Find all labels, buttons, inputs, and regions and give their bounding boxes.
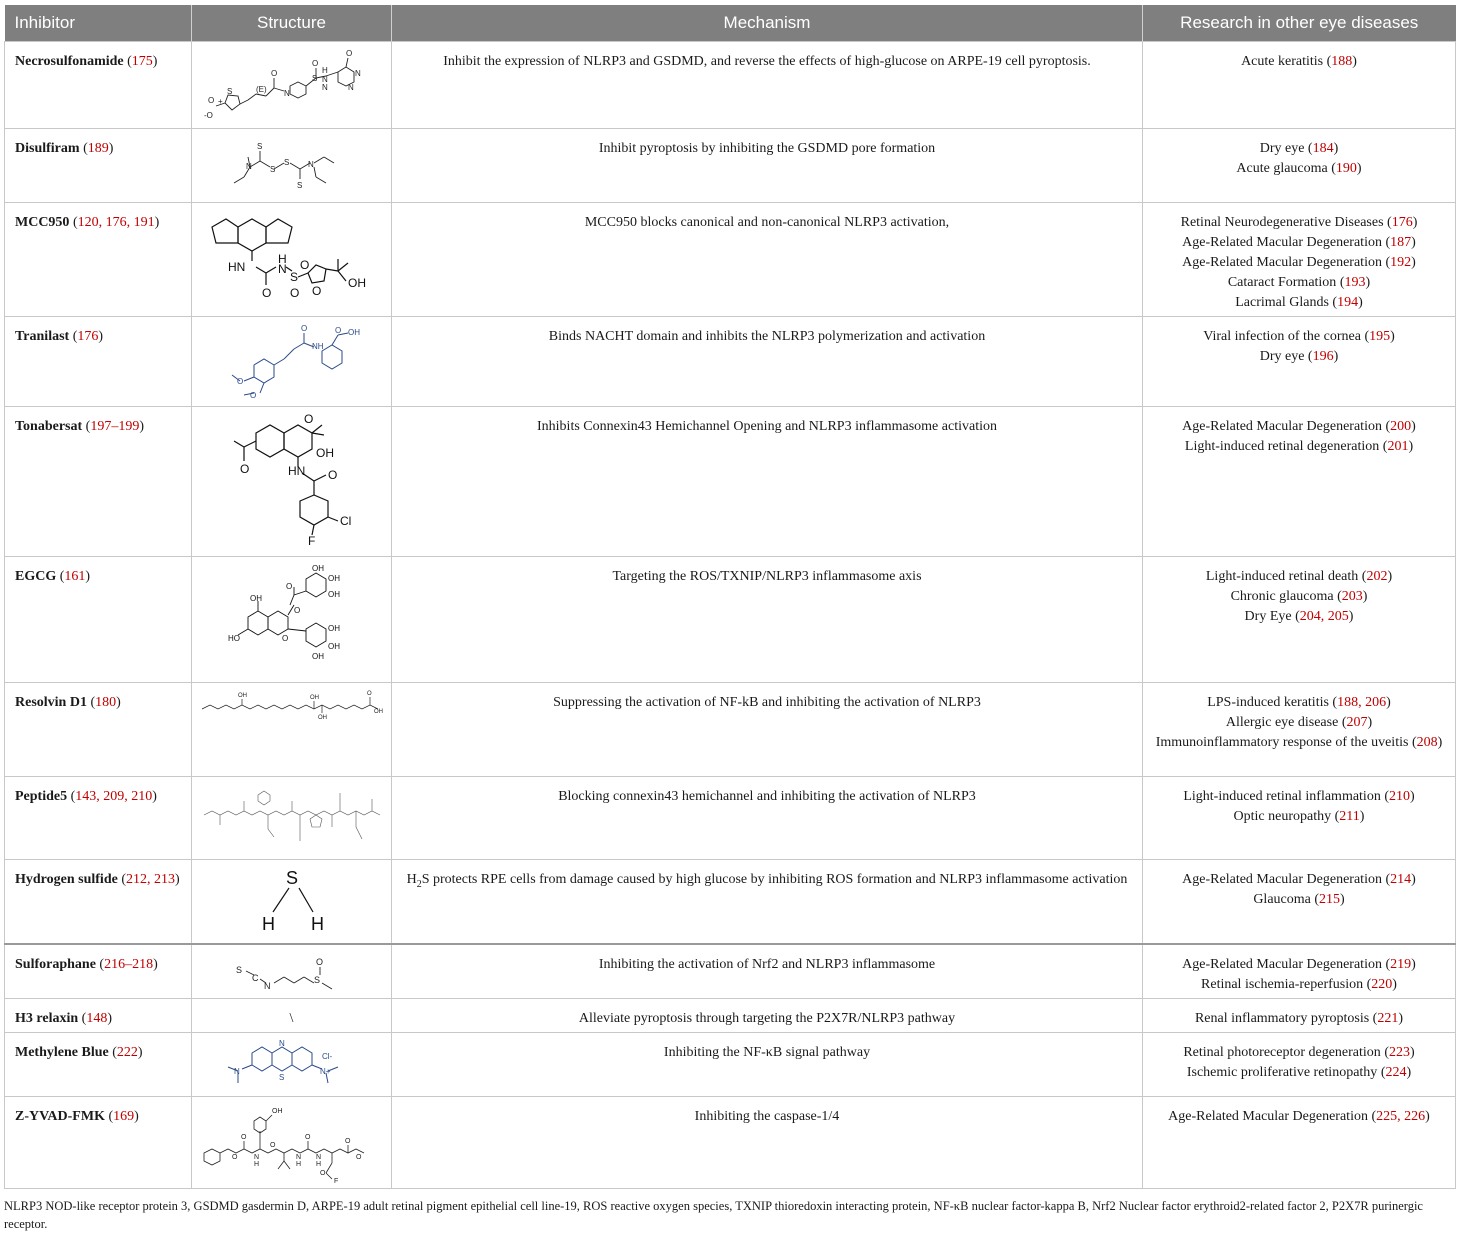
atom-label: OH bbox=[318, 715, 327, 721]
inhibitor-table bbox=[4, 5, 1456, 1189]
inhibitor-name-cell: Methylene Blue (222) bbox=[5, 1033, 192, 1097]
atom-label: O bbox=[282, 634, 289, 643]
research-item: Age-Related Macular Degeneration (214) bbox=[1182, 872, 1416, 887]
citation-link[interactable]: 180 bbox=[95, 695, 117, 710]
citation-link[interactable]: 202 bbox=[1366, 569, 1388, 584]
structure-cell bbox=[192, 1097, 392, 1189]
research-cell bbox=[1143, 683, 1456, 777]
mechanism-cell: Suppressing the activation of NF-kB and inhibiting the activation of NLRP3 bbox=[392, 683, 1143, 777]
atom-label: H bbox=[296, 1161, 302, 1168]
inhibitor-name-cell: Tranilast (176) bbox=[5, 317, 192, 407]
tonabersat-structure bbox=[198, 411, 386, 551]
peptide5-structure bbox=[198, 781, 386, 855]
mechanism-cell: MCC950 blocks canonical and non-canonical NLRP3 activation, bbox=[392, 203, 1143, 317]
research-item: Retinal Neurodegenerative Diseases (176) bbox=[1180, 215, 1418, 230]
table-row bbox=[5, 860, 1456, 944]
atom-label: OH bbox=[374, 709, 383, 715]
atom-label: H bbox=[311, 914, 324, 934]
research-item: Light-induced retinal inflammation (210) bbox=[1183, 789, 1415, 804]
research-item: Dry eye (196) bbox=[1259, 349, 1339, 364]
atom-label: O bbox=[290, 286, 300, 300]
mechanism-cell: Inhibit the expression of NLRP3 and GSDMD, and reverse the effects of high-glucose on ARPE-19 cell pyroptosis. bbox=[392, 42, 1143, 129]
structure-cell bbox=[192, 317, 392, 407]
atom-label: S bbox=[270, 165, 276, 174]
research-item: Light-induced retinal death (202) bbox=[1205, 569, 1393, 584]
citation-link[interactable]: 176 bbox=[77, 329, 99, 344]
atom-label: O bbox=[345, 1138, 351, 1145]
inhibitor-name-cell: Resolvin D1 (180) bbox=[5, 683, 192, 777]
atom-label: H bbox=[254, 1161, 260, 1168]
atom-label: S bbox=[227, 87, 233, 96]
atom-label: N bbox=[234, 1067, 240, 1076]
research-cell bbox=[1143, 557, 1456, 683]
table-footnote: NLRP3 NOD-like receptor protein 3, GSDMD gasdermin D, ARPE-19 adult retinal pigment epithelial cell line-19, ROS reactive oxygen species, TXNIP thioredoxin interacting protein, NF-κB nuclear factor-kappa B, Nrf2 Nuclear factor erythroid2-related factor 2, P2X7R purinergic receptor. bbox=[4, 1199, 1423, 1231]
atom-label: OH bbox=[312, 652, 324, 661]
atom-label: N bbox=[284, 89, 290, 98]
citation-link[interactable]: 120, 176, 191 bbox=[77, 215, 155, 230]
research-item: Glaucoma (215) bbox=[1253, 892, 1345, 907]
atom-label: OH bbox=[310, 695, 319, 701]
inhibitor-name-cell: Tonabersat (197–199) bbox=[5, 407, 192, 557]
atom-label: F bbox=[334, 1178, 339, 1185]
atom-label: S bbox=[284, 158, 290, 167]
mechanism-cell: Inhibiting the NF-κB signal pathway bbox=[392, 1033, 1143, 1097]
atom-label: H bbox=[262, 914, 275, 934]
atom-label: N+ bbox=[320, 1067, 331, 1076]
citation-link[interactable]: 176 bbox=[1391, 215, 1413, 230]
inhibitor-name-cell: Z-YVAD-FMK (169) bbox=[5, 1097, 192, 1189]
atom-label: NH bbox=[312, 342, 324, 351]
research-item: Dry eye (184) bbox=[1259, 141, 1339, 156]
atom-label: O bbox=[301, 324, 308, 333]
table-header-row bbox=[5, 5, 1456, 42]
research-item: Renal inflammatory pyroptosis (221) bbox=[1194, 1011, 1404, 1026]
inhibitor-name-cell: Disulfiram (189) bbox=[5, 129, 192, 203]
research-item: Lacrimal Glands (194) bbox=[1235, 295, 1363, 310]
inhibitor-name-cell: Peptide5 (143, 209, 210) bbox=[5, 777, 192, 860]
necrosulfonamide-structure bbox=[198, 46, 386, 124]
research-item: Optic neuropathy (211) bbox=[1233, 809, 1365, 824]
atom-label: N bbox=[296, 1154, 302, 1161]
hydrogen-sulfide-structure bbox=[198, 864, 386, 938]
table-row bbox=[5, 683, 1456, 777]
citation-link[interactable]: 222 bbox=[116, 1045, 138, 1060]
research-cell bbox=[1143, 1033, 1456, 1097]
inhibitor-name: MCC950 bbox=[15, 215, 70, 230]
citation-link[interactable]: 161 bbox=[64, 569, 86, 584]
table-row bbox=[5, 203, 1456, 317]
atom-label: N bbox=[322, 83, 328, 92]
atom-label: O bbox=[232, 1154, 238, 1161]
research-item: Viral infection of the cornea (195) bbox=[1203, 329, 1395, 344]
table-row bbox=[5, 557, 1456, 683]
atom-label: O bbox=[316, 956, 324, 967]
citation-link[interactable]: 212, 213 bbox=[125, 872, 175, 887]
citation-link[interactable]: 216–218 bbox=[104, 956, 154, 972]
atom-label: OH bbox=[328, 624, 340, 633]
structure-cell bbox=[192, 203, 392, 317]
atom-label: S bbox=[312, 74, 318, 83]
atom-label: S bbox=[257, 142, 263, 151]
atom-label: O bbox=[300, 258, 310, 272]
mechanism-cell: Inhibit pyroptosis by inhibiting the GSDMD pore formation bbox=[392, 129, 1143, 203]
citation-link[interactable]: 175 bbox=[131, 54, 153, 69]
atom-label: O bbox=[346, 49, 353, 58]
citation-link[interactable]: 189 bbox=[87, 141, 109, 156]
z-yvad-fmk-structure bbox=[198, 1101, 386, 1185]
atom-label: O bbox=[305, 1134, 311, 1141]
mechanism-cell: Binds NACHT domain and inhibits the NLRP3 polymerization and activation bbox=[392, 317, 1143, 407]
inhibitor-name-cell: Necrosulfonamide (175) bbox=[5, 42, 192, 129]
citation-link[interactable]: 200 bbox=[1390, 419, 1412, 434]
inhibitor-name: Necrosulfonamide bbox=[15, 54, 124, 69]
inhibitor-name-cell: H3 relaxin (148) bbox=[5, 999, 192, 1033]
atom-label: N bbox=[355, 69, 361, 78]
table-row bbox=[5, 317, 1456, 407]
atom-label: (E) bbox=[256, 85, 267, 94]
atom-label: Cl- bbox=[322, 1052, 333, 1061]
structure-cell: \ bbox=[192, 999, 392, 1033]
header-structure: Structure bbox=[192, 5, 392, 42]
structure-cell bbox=[192, 860, 392, 944]
mechanism-cell: Blocking connexin43 hemichannel and inhibiting the activation of NLRP3 bbox=[392, 777, 1143, 860]
atom-label: HN bbox=[288, 464, 306, 478]
research-item: Retinal photoreceptor degeneration (223) bbox=[1183, 1045, 1415, 1060]
mcc950-structure bbox=[198, 207, 386, 311]
research-cell bbox=[1143, 129, 1456, 203]
atom-label: O bbox=[367, 691, 372, 697]
inhibitor-name: Sulforaphane bbox=[15, 956, 96, 972]
atom-label: OH bbox=[238, 693, 247, 699]
citation-link[interactable]: 225, 226 bbox=[1376, 1109, 1426, 1124]
inhibitor-name-cell: EGCG (161) bbox=[5, 557, 192, 683]
citation-link[interactable]: 195 bbox=[1369, 329, 1391, 344]
atom-label: S bbox=[290, 270, 299, 284]
atom-label: O bbox=[335, 326, 342, 335]
research-item: Dry Eye (204, 205) bbox=[1244, 609, 1354, 624]
citation-link[interactable]: 220 bbox=[1371, 976, 1393, 992]
atom-label: H bbox=[278, 252, 287, 266]
citation-link[interactable]: 184 bbox=[1312, 141, 1334, 156]
atom-label: OH bbox=[328, 642, 340, 651]
inhibitor-name-cell: MCC950 (120, 176, 191) bbox=[5, 203, 192, 317]
mechanism-cell: Inhibits Connexin43 Hemichannel Opening and NLRP3 inflammasome activation bbox=[392, 407, 1143, 557]
research-item: Retinal ischemia-reperfusion (220) bbox=[1201, 976, 1397, 992]
atom-label: H bbox=[322, 66, 328, 75]
citation-link[interactable]: 215 bbox=[1319, 892, 1341, 907]
citation-link[interactable]: 204, 205 bbox=[1299, 609, 1349, 624]
structure-cell bbox=[192, 557, 392, 683]
citation-link[interactable]: 223 bbox=[1388, 1045, 1410, 1060]
atom-label: O bbox=[320, 1170, 326, 1177]
research-item: Age-Related Macular Degeneration (219) bbox=[1182, 956, 1416, 972]
atom-label: H bbox=[316, 1161, 322, 1168]
structure-cell bbox=[192, 1033, 392, 1097]
structure-cell bbox=[192, 683, 392, 777]
inhibitor-name: Tranilast bbox=[15, 329, 70, 344]
atom-label: OH bbox=[272, 1108, 283, 1115]
atom-label: OH bbox=[316, 446, 334, 460]
structure-cell bbox=[192, 129, 392, 203]
inhibitor-name: Disulfiram bbox=[15, 141, 80, 156]
atom-label: O bbox=[250, 391, 257, 400]
atom-label: O bbox=[312, 59, 319, 68]
research-item: Chronic glaucoma (203) bbox=[1230, 589, 1368, 604]
atom-label: O bbox=[294, 606, 301, 615]
header-inhibitor: Inhibitor bbox=[5, 5, 192, 42]
inhibitor-name: H3 relaxin bbox=[15, 1011, 79, 1026]
citation-link[interactable]: 210 bbox=[1389, 789, 1410, 804]
research-item: Age-Related Macular Degeneration (200) bbox=[1182, 419, 1416, 434]
table-row bbox=[5, 777, 1456, 860]
citation-link[interactable]: 143, 209, 210 bbox=[75, 789, 153, 804]
research-cell bbox=[1143, 203, 1456, 317]
structure-cell bbox=[192, 42, 392, 129]
citation-link[interactable]: 192 bbox=[1390, 255, 1412, 270]
research-cell bbox=[1143, 944, 1456, 999]
atom-label: O bbox=[270, 1142, 276, 1149]
atom-label: S bbox=[279, 1073, 285, 1082]
atom-label: N bbox=[246, 162, 252, 171]
research-item: Age-Related Macular Degeneration (192) bbox=[1182, 255, 1416, 270]
mechanism-cell: $H_2S$ protects RPE cells from damage caused by high glucose by inhibiting ROS formation and NLRP3 inflammasome activation bbox=[392, 860, 1143, 944]
inhibitor-name: Methylene Blue bbox=[15, 1045, 109, 1060]
atom-label: S bbox=[236, 964, 243, 975]
citation-link[interactable]: 193 bbox=[1344, 275, 1366, 290]
inhibitor-name: Resolvin D1 bbox=[15, 695, 87, 710]
citation-link[interactable]: 219 bbox=[1390, 956, 1412, 972]
atom-label: + bbox=[218, 97, 223, 106]
atom-label: OH bbox=[312, 564, 324, 573]
egcg-structure bbox=[198, 561, 386, 677]
research-cell bbox=[1143, 777, 1456, 860]
atom-label: S bbox=[297, 181, 303, 190]
inhibitor-name-cell: Hydrogen sulfide (212, 213) bbox=[5, 860, 192, 944]
research-cell bbox=[1143, 860, 1456, 944]
table-row bbox=[5, 1033, 1456, 1097]
citation-link[interactable]: 207 bbox=[1346, 715, 1368, 730]
disulfiram-structure bbox=[198, 133, 386, 197]
atom-label: O bbox=[208, 96, 215, 105]
research-cell bbox=[1143, 999, 1456, 1033]
structure-cell bbox=[192, 407, 392, 557]
atom-label: O bbox=[304, 412, 314, 426]
atom-label: N bbox=[254, 1154, 260, 1161]
atom-label: O bbox=[240, 462, 250, 476]
citation-link[interactable]: 197–199 bbox=[90, 419, 140, 434]
mechanism-cell: Alleviate pyroptosis through targeting the P2X7R/NLRP3 pathway bbox=[392, 999, 1143, 1033]
atom-label: O bbox=[237, 377, 244, 386]
research-item: Light-induced retinal degeneration (201) bbox=[1184, 439, 1414, 454]
citation-link[interactable]: 203 bbox=[1341, 589, 1363, 604]
atom-label: HO bbox=[228, 634, 240, 643]
atom-label: OH bbox=[348, 328, 360, 337]
inhibitor-name: Tonabersat bbox=[15, 419, 83, 434]
sulforaphane-structure bbox=[198, 949, 386, 995]
atom-label: OH bbox=[328, 574, 340, 583]
research-cell bbox=[1143, 317, 1456, 407]
inhibitor-name: Z-YVAD-FMK bbox=[15, 1109, 105, 1124]
citation-link[interactable]: 224 bbox=[1385, 1065, 1407, 1080]
atom-label: N bbox=[279, 1039, 285, 1048]
research-item: Acute keratitis (188) bbox=[1241, 54, 1357, 69]
atom-label: OH bbox=[348, 276, 366, 290]
atom-label: N bbox=[316, 1154, 322, 1161]
citation-link[interactable]: 221 bbox=[1377, 1011, 1399, 1026]
resolvin-d1-structure bbox=[198, 687, 386, 727]
citation-link[interactable]: 211 bbox=[1339, 809, 1360, 824]
citation-link[interactable]: 214 bbox=[1390, 872, 1412, 887]
research-item: Immunoinflammatory response of the uveitis (208) bbox=[1155, 735, 1443, 750]
mechanism-cell: Inhibiting the activation of Nrf2 and NLRP3 inflammasome bbox=[392, 944, 1143, 999]
atom-label: F bbox=[308, 534, 316, 548]
atom-label: -O bbox=[204, 111, 213, 120]
inhibitor-name-cell: Sulforaphane (216–218) bbox=[5, 944, 192, 999]
research-cell bbox=[1143, 42, 1456, 129]
atom-label: O bbox=[262, 286, 272, 300]
citation-link[interactable]: 188 bbox=[1331, 54, 1353, 69]
research-item: LPS-induced keratitis (188, 206) bbox=[1207, 695, 1391, 710]
atom-label: N bbox=[264, 980, 271, 991]
citation-link[interactable]: 188, 206 bbox=[1337, 695, 1387, 710]
atom-label: Cl bbox=[340, 514, 352, 528]
citation-link[interactable]: 148 bbox=[86, 1011, 108, 1026]
research-cell bbox=[1143, 1097, 1456, 1189]
citation-link[interactable]: 196 bbox=[1312, 349, 1334, 364]
citation-link[interactable]: 187 bbox=[1390, 235, 1412, 250]
citation-link[interactable]: 201 bbox=[1387, 439, 1409, 454]
atom-label: O bbox=[328, 468, 338, 482]
atom-label: N bbox=[348, 83, 354, 92]
research-item: Ischemic proliferative retinopathy (224) bbox=[1186, 1065, 1412, 1080]
citation-link[interactable]: 208 bbox=[1416, 735, 1438, 750]
atom-label: N bbox=[308, 160, 314, 169]
research-item: Age-Related Macular Degeneration (187) bbox=[1182, 235, 1416, 250]
mechanism-cell: Targeting the ROS/TXNIP/NLRP3 inflammasome axis bbox=[392, 557, 1143, 683]
atom-label: C bbox=[252, 972, 259, 983]
tranilast-structure bbox=[198, 321, 386, 401]
table-row bbox=[5, 1097, 1456, 1189]
atom-label: S bbox=[314, 974, 321, 985]
atom-label: OH bbox=[328, 590, 340, 599]
table-row bbox=[5, 407, 1456, 557]
research-item: Acute glaucoma (190) bbox=[1236, 161, 1362, 176]
inhibitor-name: Hydrogen sulfide bbox=[15, 872, 118, 887]
header-mechanism: Mechanism bbox=[392, 5, 1143, 42]
research-item: Cataract Formation (193) bbox=[1227, 275, 1371, 290]
structure-cell bbox=[192, 944, 392, 999]
atom-label: O bbox=[356, 1154, 362, 1161]
inhibitor-name: EGCG bbox=[15, 569, 57, 584]
atom-label: O bbox=[271, 69, 278, 78]
atom-label: O bbox=[286, 582, 293, 591]
table-row bbox=[5, 129, 1456, 203]
citation-link[interactable]: 169 bbox=[113, 1109, 135, 1124]
citation-link[interactable]: 190 bbox=[1335, 161, 1357, 176]
research-cell bbox=[1143, 407, 1456, 557]
atom-label: S bbox=[286, 868, 299, 888]
atom-label: O bbox=[312, 284, 322, 298]
methylene-blue-structure bbox=[198, 1037, 386, 1093]
header-research: Research in other eye diseases bbox=[1143, 5, 1456, 42]
table-row bbox=[5, 999, 1456, 1033]
research-item: Age-Related Macular Degeneration (225, 226) bbox=[1168, 1109, 1430, 1124]
mechanism-cell: Inhibiting the caspase-1/4 bbox=[392, 1097, 1143, 1189]
table-row bbox=[5, 944, 1456, 999]
atom-label: HN bbox=[228, 260, 246, 274]
atom-label: N bbox=[278, 262, 287, 276]
atom-label: OH bbox=[250, 594, 262, 603]
research-item: Allergic eye disease (207) bbox=[1225, 715, 1373, 730]
structure-cell bbox=[192, 777, 392, 860]
atom-label: N bbox=[322, 75, 328, 84]
inhibitor-name: Peptide5 bbox=[15, 789, 68, 804]
citation-link[interactable]: 194 bbox=[1337, 295, 1359, 310]
atom-label: O bbox=[241, 1134, 247, 1141]
table-row bbox=[5, 42, 1456, 129]
